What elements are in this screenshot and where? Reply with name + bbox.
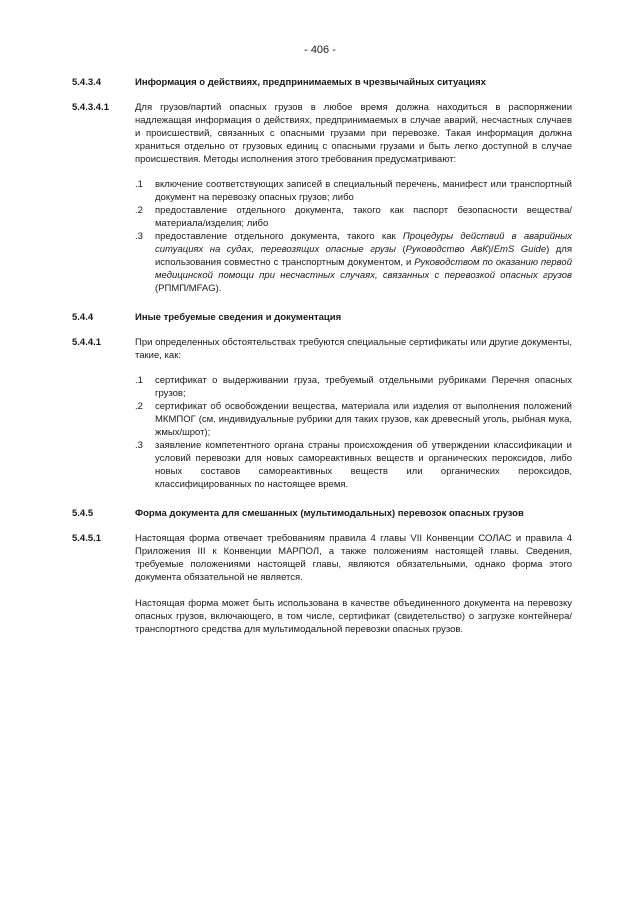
text-run: ( xyxy=(396,244,406,255)
list-item xyxy=(135,230,572,295)
list-item xyxy=(135,178,572,204)
item-text: заявление компетентного органа страны происхождения об утверждении классификации и условий перевозки для новых самореактивных веществ и органических пероксидов, либо новых составов самореактивных веществ или органических пероксидов, классифицированных по настоящее время. xyxy=(155,440,572,490)
italic-run: Процедуры действий в аварийных ситуациях на судах, перевозящих опасные грузы xyxy=(155,231,572,255)
italic-run: Руководством по оказанию первой медицинской помощи при несчастных случаях, связанных с перевозкой опасных грузов xyxy=(155,257,573,281)
item-text: сертификат об освобождении вещества, материала или изделия от выполнения положений МКМПОГ (см. индивидуальные рубрики для таких грузов, как древесный уголь, рыбная мука, жмых/шрот); xyxy=(155,401,572,438)
list-item xyxy=(135,439,572,491)
list-item xyxy=(135,374,572,400)
section-heading-5434 xyxy=(72,76,572,89)
list-item xyxy=(135,204,572,230)
section-number: 5.4.5 xyxy=(72,508,94,519)
paragraph-5451 xyxy=(72,532,572,584)
italic-run: Руководство АвК xyxy=(405,244,488,255)
item-text xyxy=(155,230,572,295)
item-text: включение соответствующих записей в специальный перечень, манифест или транспортный документ на перевозку опасных грузов; либо xyxy=(155,179,572,203)
document-body xyxy=(72,76,572,636)
italic-run: EmS Guide xyxy=(493,244,547,255)
section-number: 5.4.3.4 xyxy=(72,77,102,88)
item-marker: .2 xyxy=(135,205,143,216)
section-title: Информация о действиях, предпринимаемых в чрезвычайных ситуациях xyxy=(135,77,486,88)
paragraph-number: 5.4.3.4.1 xyxy=(72,102,109,113)
item-list-54341 xyxy=(135,178,572,295)
text-run: (РПМП/MFAG). xyxy=(155,283,222,294)
text-run: )/ xyxy=(487,244,494,255)
section-title: Иные требуемые сведения и документация xyxy=(135,312,342,323)
section-heading-544 xyxy=(72,311,572,324)
paragraph-text: Настоящая форма может быть использована в качестве объединенного документа на перевозку опасных грузов, включающего, в том числе, сертификат (свидетельство) о загрузке контейнера/транспортного средства для мультимодальной перевозки опасных грузов. xyxy=(135,598,572,635)
item-text: предоставление отдельного документа, такого как паспорт безопасности вещества/материала/изделия; либо xyxy=(155,205,572,229)
item-marker: .2 xyxy=(135,401,143,412)
paragraph-number: 5.4.4.1 xyxy=(72,337,102,348)
paragraph-text: Для грузов/партий опасных грузов в любое время должна находиться в распоряжении надлежащая информация о действиях, предпринимаемых в случае аварий, несчастных случаев и происшествий, связанных с опасными грузами при перевозке. Такая информация должна храниться отдельно от грузовых единиц с опасными грузами и быть легко доступной в случае происшествия. Методы исполнения этого требования предусматривают: xyxy=(135,102,572,165)
text-run: предоставление отдельного документа, такого как xyxy=(155,231,403,242)
paragraph-54341 xyxy=(72,101,572,166)
section-heading-545 xyxy=(72,507,572,520)
paragraph-5441 xyxy=(72,336,572,362)
paragraph-text: Настоящая форма отвечает требованиям правила 4 главы VII Конвенции СОЛАС и правила 4 Приложения III к Конвенции МАРПОЛ, а также положениям настоящей главы. Сведения, требуемые положениями настоящей главы, являются обязательными, однако форма этого документа обязательной не является. xyxy=(135,533,572,583)
list-item xyxy=(135,400,572,439)
paragraph-number: 5.4.5.1 xyxy=(72,533,102,544)
text-run: ) для использования совместно с транспортным документом, и xyxy=(155,244,572,268)
paragraph-5451-continued xyxy=(72,597,572,636)
section-title: Форма документа для смешанных (мультимодальных) перевозок опасных грузов xyxy=(135,508,524,519)
paragraph-text: При определенных обстоятельствах требуются специальные сертификаты или другие документы, такие, как: xyxy=(135,337,572,361)
item-marker: .3 xyxy=(135,440,143,451)
item-text: сертификат о выдерживании груза, требуемый отдельными рубриками Перечня опасных грузов; xyxy=(155,375,572,399)
item-list-5441 xyxy=(135,374,572,491)
item-marker: .1 xyxy=(135,375,143,386)
page-number: - 406 - xyxy=(304,44,336,56)
section-number: 5.4.4 xyxy=(72,312,94,323)
item-marker: .3 xyxy=(135,231,143,242)
item-marker: .1 xyxy=(135,179,143,190)
